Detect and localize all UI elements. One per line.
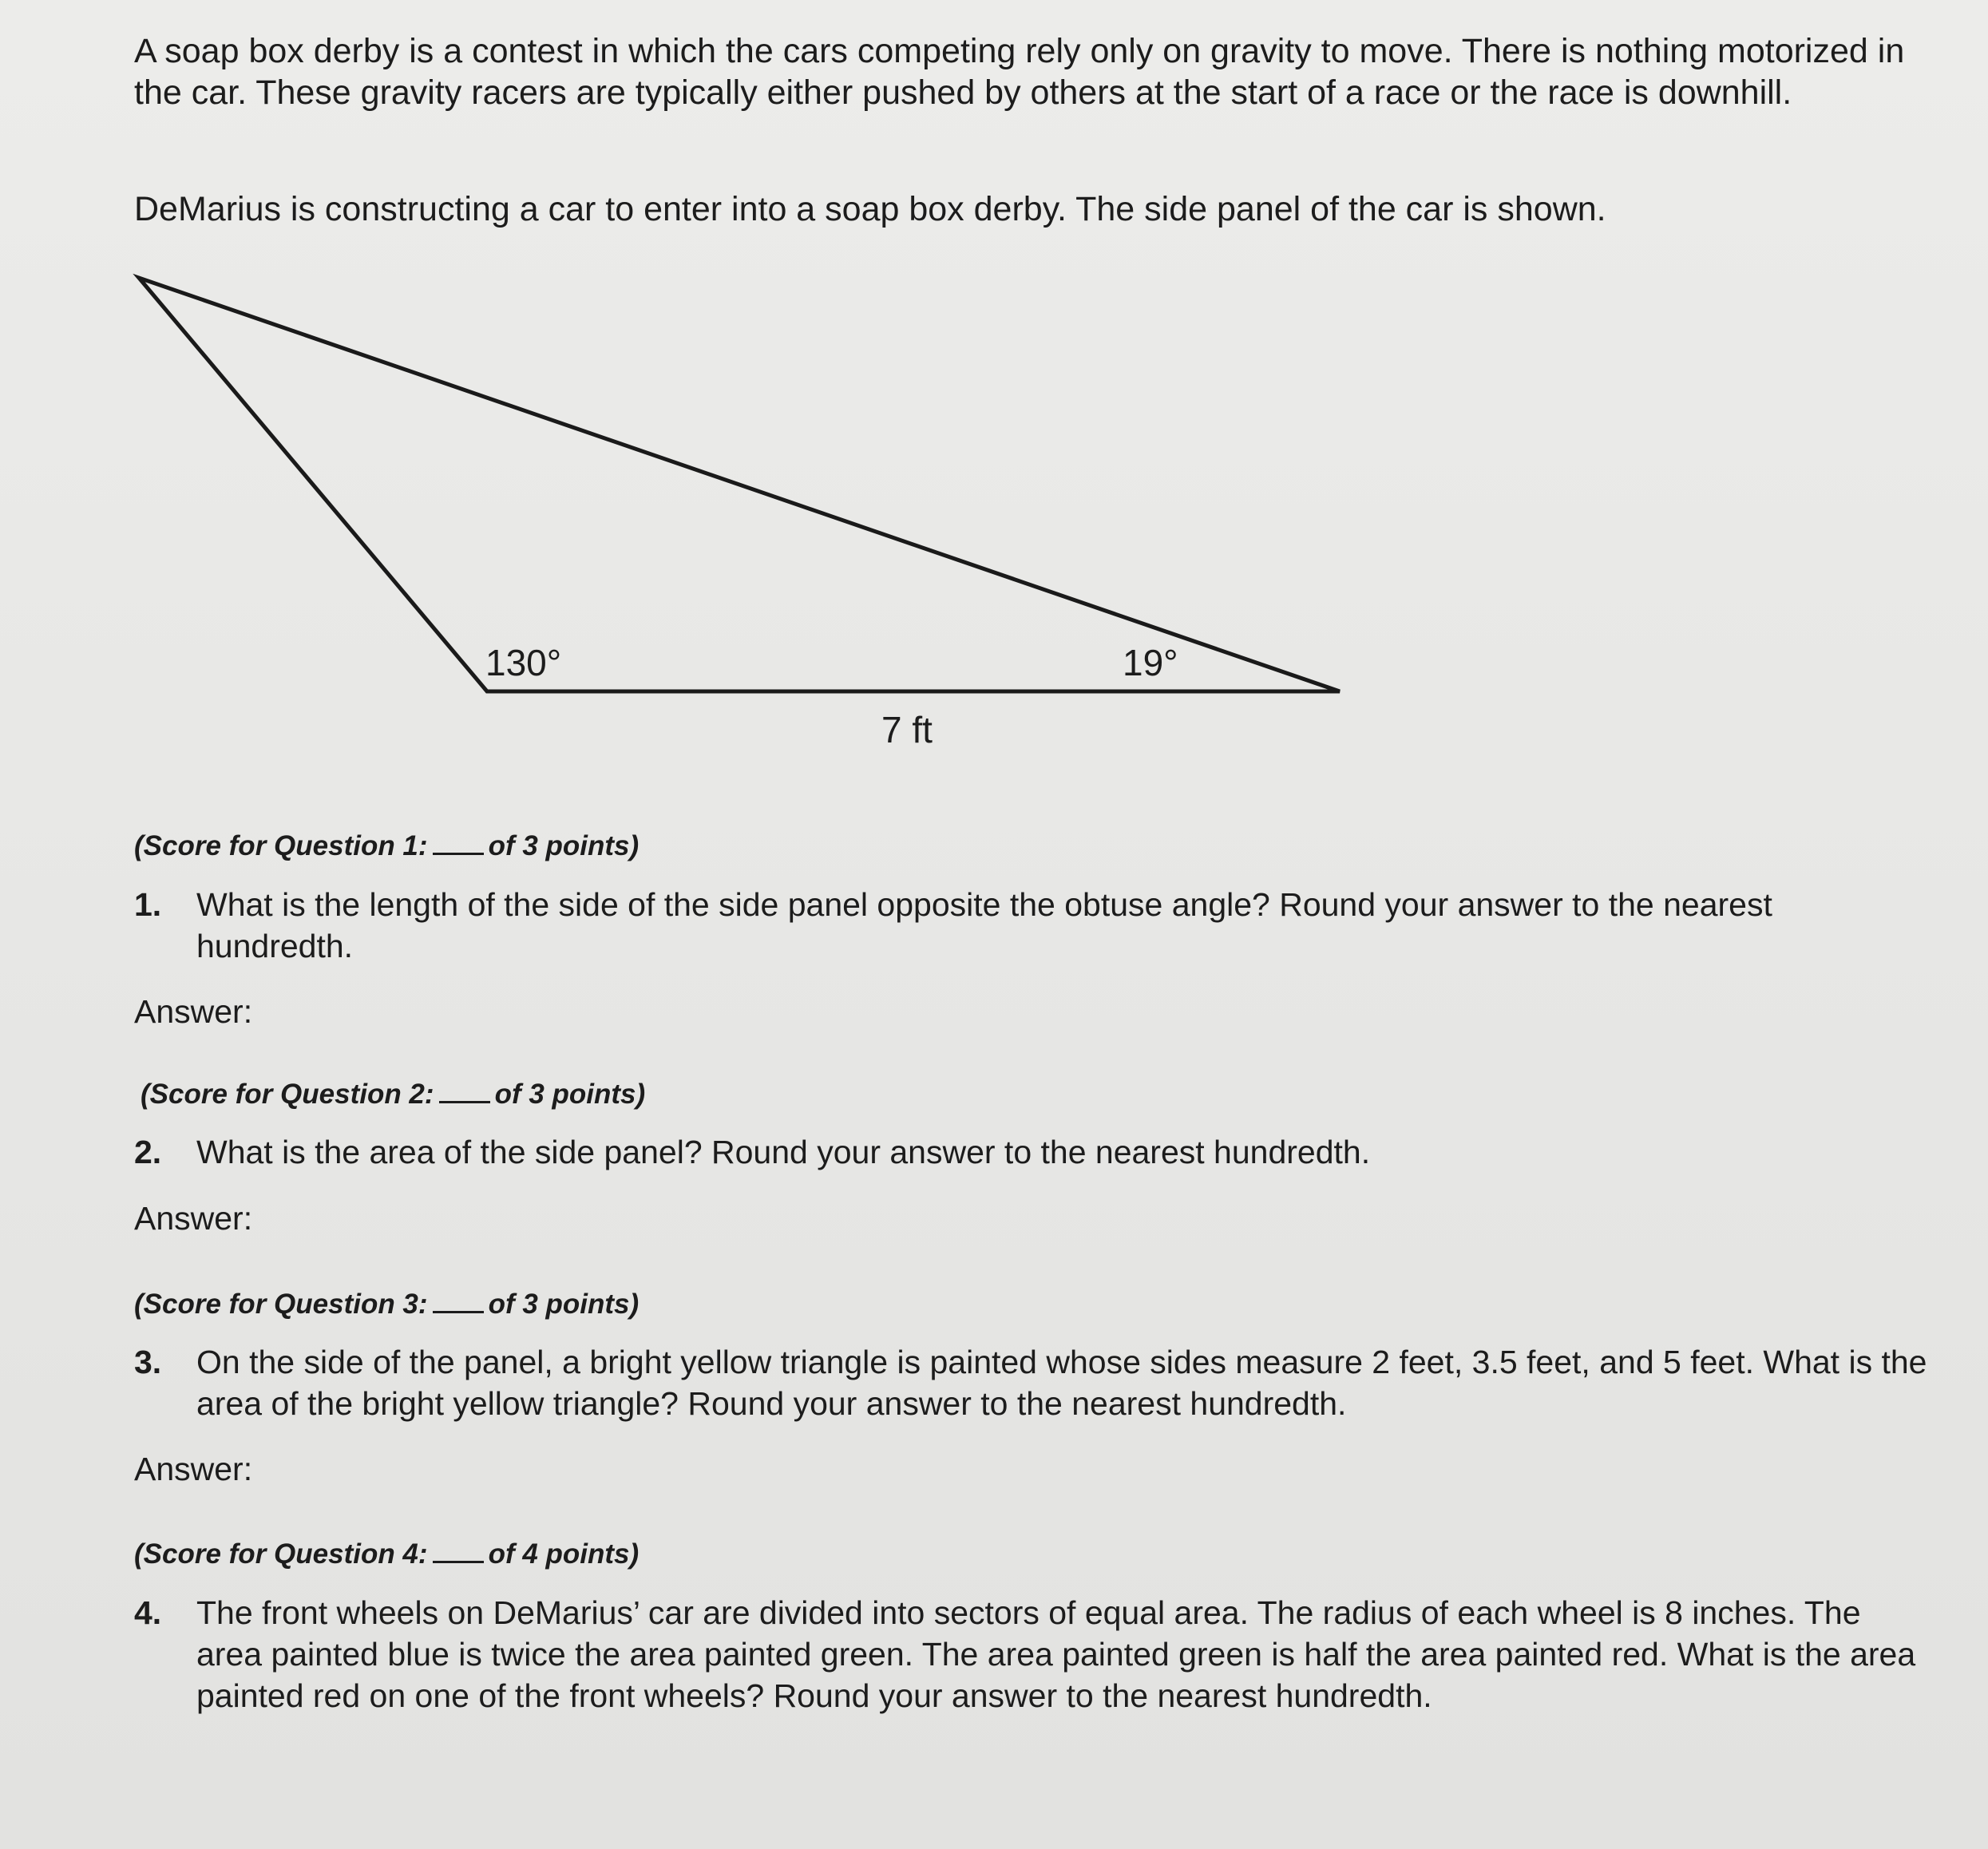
- score-blank-4[interactable]: [433, 1561, 484, 1563]
- score-question-1: (Score for Question 1: of 3 points): [134, 830, 640, 861]
- question-3-number: 3.: [134, 1344, 162, 1380]
- intro-paragraph: A soap box derby is a contest in which the cars competing rely only on gravity to move. There is nothing motorized in the car. These gravity racers are typically either pushed by others at the start of a race or the race is downhill.: [134, 32, 1905, 112]
- score-question-2: (Score for Question 2: of 3 points): [141, 1079, 646, 1110]
- question-4-number: 4.: [134, 1594, 162, 1631]
- answer-label-3: Answer:: [134, 1451, 253, 1487]
- intro-paragraph-panel: DeMarius is constructing a car to enter into a soap box derby. The side panel of the car is shown.: [134, 190, 1606, 228]
- side-panel-triangle: [139, 278, 1340, 691]
- question-4-text: The front wheels on DeMarius’ car are divided into sectors of equal area. The radius of each wheel is 8 inches. The area painted blue is twice the area painted green. The area painted green is half the area painted red. What is the area painted red on one of the front wheels? Round your answer to the nearest hundredth.: [196, 1594, 1916, 1714]
- score-blank-1[interactable]: [433, 853, 484, 855]
- question-1-number: 1.: [134, 886, 162, 923]
- side-panel-triangle-figure: [0, 0, 1988, 798]
- score-question-4: (Score for Question 4: of 4 points): [134, 1538, 640, 1570]
- question-2-number: 2.: [134, 1134, 162, 1170]
- answer-label-2: Answer:: [134, 1200, 253, 1237]
- angle-130-label: 130°: [485, 642, 562, 683]
- question-1-text: What is the length of the side of the side panel opposite the obtuse angle? Round your answer to the nearest hundredth.: [196, 886, 1772, 964]
- question-2-text: What is the area of the side panel? Round your answer to the nearest hundredth.: [196, 1134, 1371, 1170]
- angle-19-label: 19°: [1123, 642, 1178, 683]
- score-question-3: (Score for Question 3: of 3 points): [134, 1289, 640, 1320]
- question-3-text: On the side of the panel, a bright yellow triangle is painted whose sides measure 2 feet, 3.5 feet, and 5 feet. What is the area of the bright yellow triangle? Round your answer to the nearest hundredth.: [196, 1344, 1927, 1422]
- score-blank-3[interactable]: [433, 1311, 484, 1313]
- score-blank-2[interactable]: [439, 1101, 490, 1103]
- answer-label-1: Answer:: [134, 993, 253, 1030]
- base-length-label: 7 ft: [881, 709, 933, 750]
